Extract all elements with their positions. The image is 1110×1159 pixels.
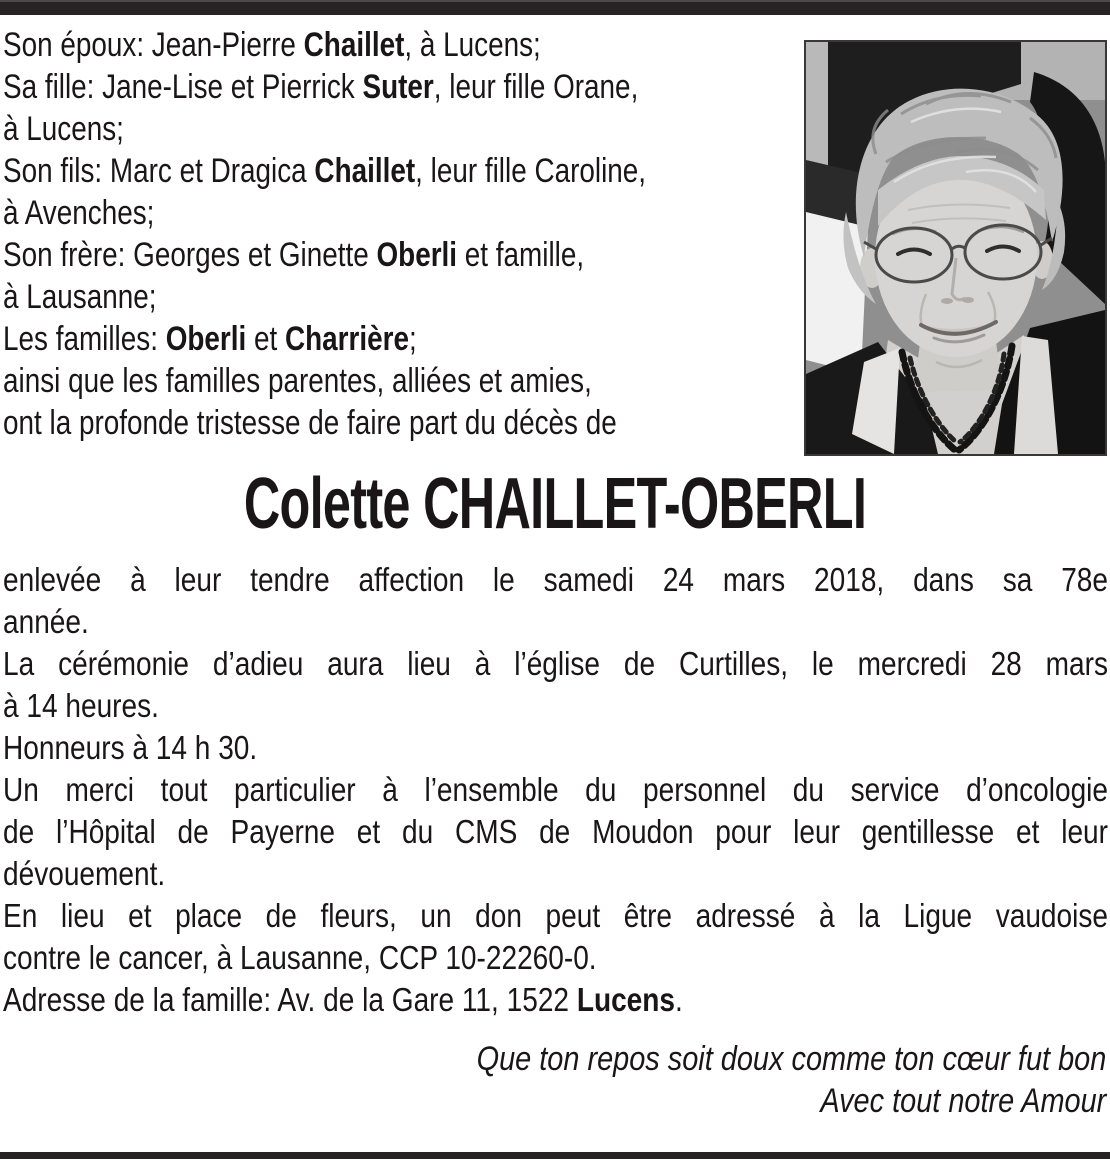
announcement-paragraph (3, 727, 1108, 769)
family-notice (3, 24, 790, 444)
text-segment: à Lucens; (3, 110, 124, 148)
body-line (3, 727, 1108, 769)
text-segment: ainsi que les familles parentes, alliées et amies, (3, 362, 592, 400)
surname-bold: Chaillet (314, 152, 416, 190)
announcement-paragraph (3, 979, 1108, 1021)
text-segment: Sa fille: Jane-Lise et Pierrick (3, 68, 363, 106)
body-line (3, 811, 1108, 853)
body-line (3, 895, 1108, 937)
text-segment: Adresse de la famille: Av. de la Gare 11, 1522 (3, 981, 577, 1018)
top-rule (0, 0, 1110, 15)
text-segment: et (246, 320, 286, 358)
text-segment: année. (3, 603, 89, 640)
text-segment: Un merci tout particulier à l’ensemble du personnel du service d’oncologie (3, 771, 1108, 808)
text-segment: à Lausanne; (3, 278, 157, 316)
text-segment: enlevée à leur tendre affection le samedi 24 mars 2018, dans sa 78e (3, 561, 1108, 598)
family-line (3, 360, 790, 402)
family-line (3, 192, 790, 234)
body-line (3, 643, 1108, 685)
surname-bold: Charrière (285, 320, 409, 358)
text-segment: ont la profonde tristesse de faire part du décès de (3, 404, 617, 442)
body-line (3, 979, 1108, 1021)
epitaph-line-1: Que ton repos soit doux comme ton cœur fut bon (476, 1040, 1107, 1078)
announcement-body (3, 559, 1108, 1021)
text-segment: . (675, 981, 683, 1018)
text-segment: , leur fille Caroline, (415, 152, 647, 190)
deceased-portrait-photo (804, 40, 1107, 456)
surname-bold: Lucens (576, 981, 676, 1018)
epitaph-line-2: Avec tout notre Amour (820, 1082, 1107, 1120)
text-segment: ; (408, 320, 417, 358)
family-line (3, 24, 790, 66)
family-line (3, 276, 790, 318)
announcement-paragraph (3, 895, 1108, 979)
text-segment: contre le cancer, à Lausanne, CCP 10-22260-0. (3, 939, 597, 976)
surname-bold: Oberli (165, 320, 247, 358)
body-line (3, 685, 1108, 727)
body-line (3, 601, 1108, 643)
epitaph (3, 1038, 1108, 1122)
text-segment: La cérémonie d’adieu aura lieu à l’église de Curtilles, le mercredi 28 mars (3, 645, 1108, 682)
text-segment: Son frère: Georges et Ginette (3, 236, 377, 274)
body-line (3, 937, 1108, 979)
text-segment: et famille, (457, 236, 585, 274)
surname-bold: Chaillet (303, 26, 405, 64)
surname-bold: Suter (362, 68, 434, 106)
body-line (3, 559, 1108, 601)
announcement-paragraph (3, 559, 1108, 643)
family-line (3, 402, 790, 444)
body-line (3, 853, 1108, 895)
family-line (3, 234, 790, 276)
text-segment: , leur fille Orane, (433, 68, 639, 106)
portrait-illustration (806, 42, 1105, 454)
text-segment: à Avenches; (3, 194, 155, 232)
text-segment: Honneurs à 14 h 30. (3, 729, 258, 766)
family-line (3, 318, 790, 360)
text-segment: dévouement. (3, 855, 166, 892)
family-line (3, 108, 790, 150)
bottom-rule (0, 1152, 1110, 1159)
body-line (3, 769, 1108, 811)
text-segment: de l’Hôpital de Payerne et du CMS de Moudon pour leur gentillesse et leur (3, 813, 1108, 850)
family-line (3, 66, 790, 108)
announcement-paragraph (3, 643, 1108, 727)
family-line (3, 150, 790, 192)
text-segment: En lieu et place de fleurs, un don peut être adressé à la Ligue vaudoise (3, 897, 1108, 934)
text-segment: Son époux: Jean-Pierre (3, 26, 304, 64)
text-segment: , à Lucens; (404, 26, 541, 64)
text-segment: Les familles: (3, 320, 166, 358)
announcement-paragraph (3, 769, 1108, 895)
surname-bold: Oberli (376, 236, 458, 274)
deceased-name: Colette CHAILLET-OBERLI (243, 464, 867, 544)
text-segment: Son fils: Marc et Dragica (3, 152, 315, 190)
text-segment: à 14 heures. (3, 687, 159, 724)
